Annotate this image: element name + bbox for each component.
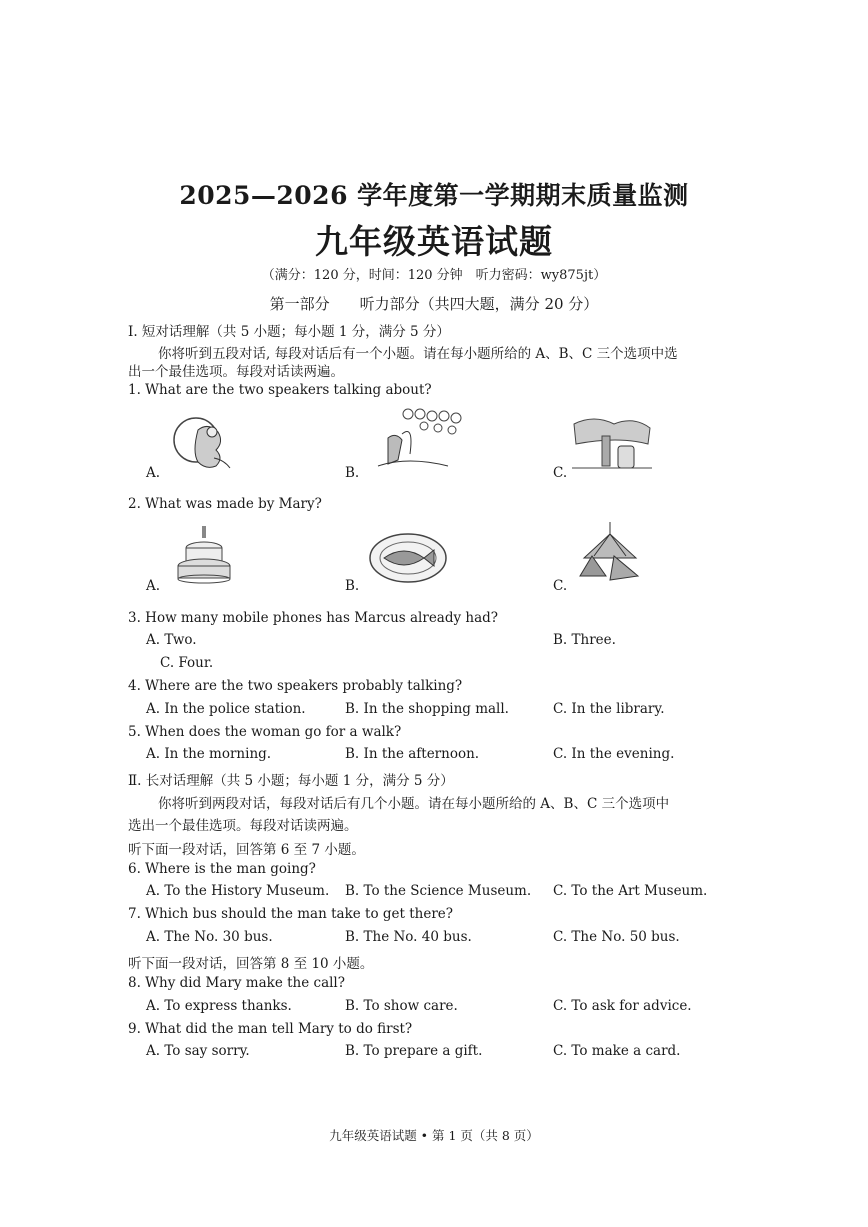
q1-option-a[interactable]: A. [146,465,161,481]
question-6: 6. Where is the man going? [128,861,316,877]
q5-option-a[interactable]: A. In the morning. [146,746,272,762]
subject-title: 九年级英语试题 [315,222,553,261]
section1-heading: I. 短对话理解（共 5 小题；每小题 1 分，满分 5 分） [128,324,450,340]
exam-info: （满分：120 分，时间：120 分钟 听力密码：wy875jt） [261,268,607,283]
section2-heading: Ⅱ. 长对话理解（共 5 小题；每小题 1 分，满分 5 分） [128,773,454,789]
zongzi-picture [578,522,644,586]
part-heading: 第一部分 听力部分（共四大题，满分 20 分） [269,295,599,313]
q3-option-b[interactable]: B. Three. [553,632,616,648]
section2-instruction-1: 你将听到两段对话，每段对话后有几个小题。请在每小题所给的 A、B、C 三个选项中 [158,796,670,812]
q6-option-a[interactable]: A. To the History Museum. [146,883,330,899]
page-footer: 九年级英语试题 • 第 1 页（共 8 页） [329,1128,539,1143]
q8-option-c[interactable]: C. To ask for advice. [553,998,692,1014]
q2-option-a[interactable]: A. [146,578,161,594]
section1-instruction-2: 出一个最佳选项。每段对话读两遍。 [128,364,344,380]
q8-option-a[interactable]: A. To express thanks. [146,998,292,1014]
question-7: 7. Which bus should the man take to get there? [128,906,454,922]
q2-option-c[interactable]: C. [553,578,568,594]
birthday-cake-picture [174,524,236,584]
q5-option-b[interactable]: B. In the afternoon. [345,746,480,762]
archer-picture [368,408,468,474]
q9-option-c[interactable]: C. To make a card. [553,1043,681,1059]
question-4: 4. Where are the two speakers probably talking? [128,678,463,694]
q9-option-a[interactable]: A. To say sorry. [146,1043,250,1059]
fish-dish-picture [368,532,448,584]
q4-option-b[interactable]: B. In the shopping mall. [345,701,509,717]
q7-option-c[interactable]: C. The No. 50 bus. [553,929,680,945]
q8-option-b[interactable]: B. To show care. [345,998,458,1014]
moon-festival-picture [168,410,243,472]
q3-option-a[interactable]: A. Two. [146,632,197,648]
q1-option-c[interactable]: C. [553,465,568,481]
q5-option-c[interactable]: C. In the evening. [553,746,675,762]
q3-option-c[interactable]: C. Four. [160,655,214,671]
q4-option-a[interactable]: A. In the police station. [146,701,306,717]
question-2: 2. What was made by Mary? [128,496,322,512]
q2-option-b[interactable]: B. [345,578,360,594]
dialog1-note: 听下面一段对话，回答第 6 至 7 小题。 [128,842,365,858]
section2-instruction-2: 选出一个最佳选项。每段对话读两遍。 [128,818,358,834]
question-3: 3. How many mobile phones has Marcus already had? [128,610,499,626]
q7-option-b[interactable]: B. The No. 40 bus. [345,929,472,945]
question-8: 8. Why did Mary make the call? [128,975,345,991]
q4-option-c[interactable]: C. In the library. [553,701,665,717]
question-5: 5. When does the woman go for a walk? [128,724,402,740]
section1-instruction-1: 你将听到五段对话, 每段对话后有一个小题。请在每小题所给的 A、B、C 三个选项中选 [158,346,678,362]
q1-option-b[interactable]: B. [345,465,360,481]
exam-title: 2025—2026 学年度第一学期期末质量监测 [179,181,689,210]
q6-option-c[interactable]: C. To the Art Museum. [553,883,708,899]
q7-option-a[interactable]: A. The No. 30 bus. [146,929,273,945]
q6-option-b[interactable]: B. To the Science Museum. [345,883,532,899]
tree-jar-picture [572,416,652,472]
question-9: 9. What did the man tell Mary to do first? [128,1021,413,1037]
question-1: 1. What are the two speakers talking about? [128,382,432,398]
dialog2-note: 听下面一段对话，回答第 8 至 10 小题。 [128,956,374,972]
q9-option-b[interactable]: B. To prepare a gift. [345,1043,483,1059]
